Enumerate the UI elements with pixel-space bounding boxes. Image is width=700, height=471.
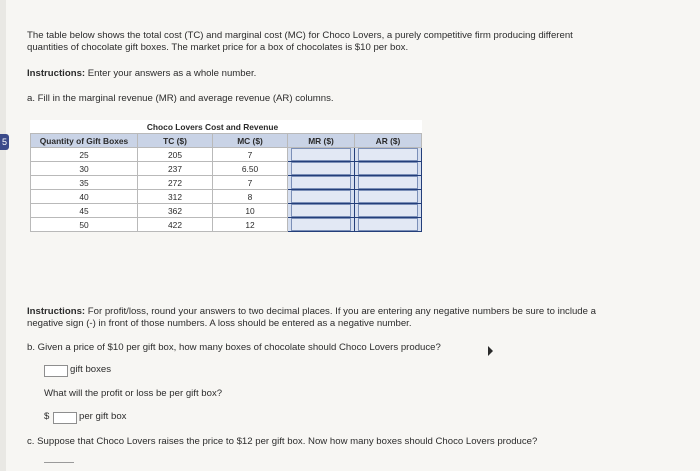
mouse-cursor-icon [488, 346, 493, 356]
cell-tc: 312 [138, 190, 213, 204]
instructions-1-text: Enter your answers as a whole number. [85, 68, 257, 79]
instructions-2-line-2: negative sign (-) in front of those numbers. A loss should be entered as a negative number. [27, 318, 412, 329]
gift-boxes-label: gift boxes [70, 364, 112, 375]
cell-quantity: 35 [31, 176, 138, 190]
instructions-2-text: For profit/loss, round your answers to two decimal places. If you are entering any negative numbers be sure to include a [85, 306, 596, 317]
mr-input-1[interactable] [288, 148, 355, 162]
cell-mc: 7 [213, 176, 288, 190]
ar-input-2[interactable] [355, 162, 422, 176]
ar-input-3[interactable] [355, 176, 422, 190]
cell-mc: 12 [213, 218, 288, 232]
mr-input-5[interactable] [288, 204, 355, 218]
intro-line-1: The table below shows the total cost (TC) and marginal cost (MC) for Choco Lovers, a purely competitive firm producing different [27, 30, 573, 41]
part-b-prompt: b. Given a price of $10 per gift box, how many boxes of chocolate should Choco Lovers produce? [27, 342, 441, 353]
table-row [31, 162, 422, 176]
instructions-2 [27, 306, 596, 318]
per-gift-box-label: per gift box [79, 411, 127, 422]
cell-tc: 237 [138, 162, 213, 176]
cost-revenue-table [30, 120, 422, 232]
header-ar: AR ($) [355, 134, 422, 148]
table-row [31, 204, 422, 218]
table-row [31, 176, 422, 190]
cell-tc: 205 [138, 148, 213, 162]
instructions-2-label: Instructions: [27, 306, 86, 317]
answer-underline [44, 462, 74, 463]
cell-quantity: 25 [31, 148, 138, 162]
intro-line-2: quantities of chocolate gift boxes. The market price for a box of chocolates is $10 per box. [27, 42, 409, 53]
cell-tc: 272 [138, 176, 213, 190]
cell-mc: 7 [213, 148, 288, 162]
cell-tc: 362 [138, 204, 213, 218]
header-mc: MC ($) [213, 134, 288, 148]
header-mr: MR ($) [288, 134, 355, 148]
table-row [31, 148, 422, 162]
table-title: Choco Lovers Cost and Revenue [138, 120, 288, 134]
cell-quantity: 40 [31, 190, 138, 204]
cell-mc: 8 [213, 190, 288, 204]
cell-mc: 6.50 [213, 162, 288, 176]
ar-input-4[interactable] [355, 190, 422, 204]
left-edge-strip [0, 0, 6, 471]
header-tc: TC ($) [138, 134, 213, 148]
mr-input-4[interactable] [288, 190, 355, 204]
profit-per-box-input[interactable] [53, 412, 77, 424]
instructions-1-label: Instructions: [27, 68, 86, 79]
ar-input-5[interactable] [355, 204, 422, 218]
mr-input-3[interactable] [288, 176, 355, 190]
ar-input-6[interactable] [355, 218, 422, 232]
cell-quantity: 50 [31, 218, 138, 232]
table-row [31, 218, 422, 232]
profit-question: What will the profit or loss be per gift box? [44, 388, 223, 399]
gift-boxes-input[interactable] [44, 365, 68, 377]
table-row [31, 190, 422, 204]
instructions-1 [27, 68, 256, 80]
cell-mc: 10 [213, 204, 288, 218]
cell-tc: 422 [138, 218, 213, 232]
header-quantity: Quantity of Gift Boxes [31, 134, 138, 148]
cell-quantity: 45 [31, 204, 138, 218]
part-c-prompt: c. Suppose that Choco Lovers raises the price to $12 per gift box. Now how many boxes should Choco Lovers produce? [27, 436, 538, 447]
cell-quantity: 30 [31, 162, 138, 176]
dollar-sign: $ [44, 411, 50, 422]
mr-input-2[interactable] [288, 162, 355, 176]
side-tab[interactable]: 5 [0, 134, 9, 150]
part-a-prompt: a. Fill in the marginal revenue (MR) and average revenue (AR) columns. [27, 93, 334, 104]
mr-input-6[interactable] [288, 218, 355, 232]
ar-input-1[interactable] [355, 148, 422, 162]
